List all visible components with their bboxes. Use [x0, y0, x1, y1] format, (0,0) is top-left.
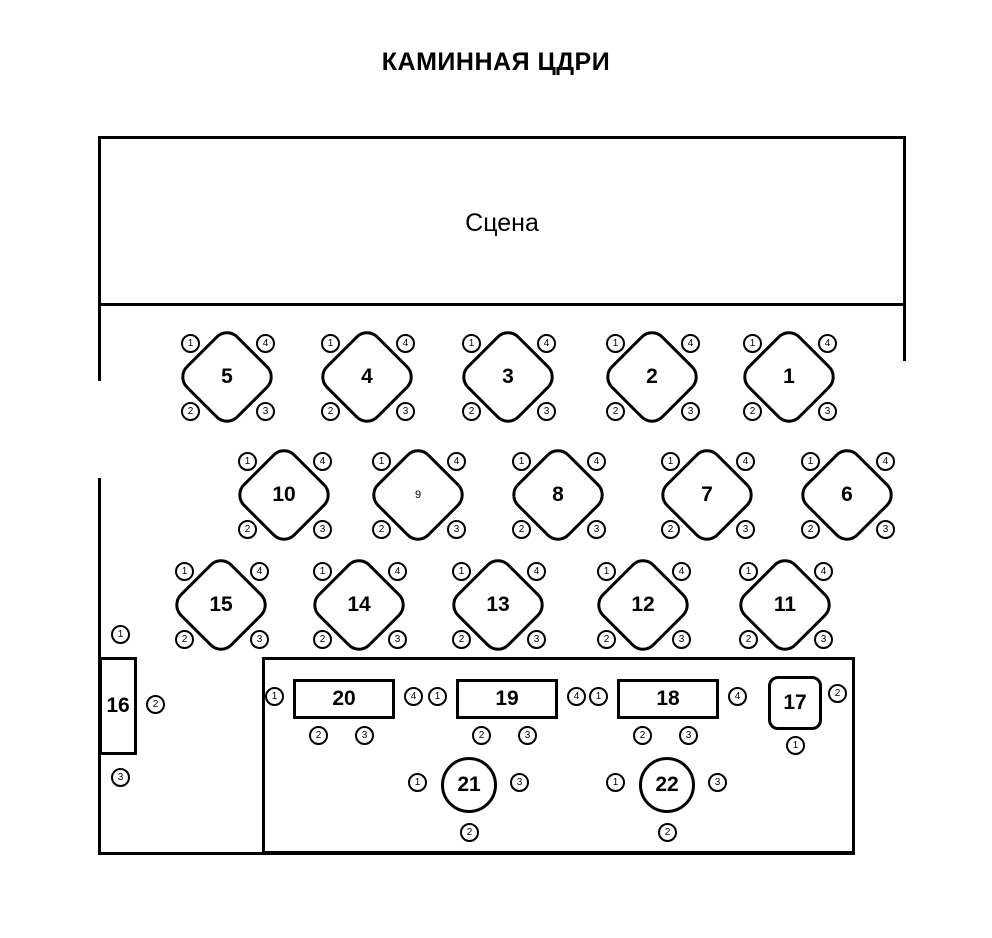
seat-6-3[interactable]: 3	[876, 520, 895, 539]
seat-12-3[interactable]: 3	[672, 630, 691, 649]
seat-2-3[interactable]: 3	[681, 402, 700, 421]
seat-20-3[interactable]: 3	[355, 726, 374, 745]
seat-2-2[interactable]: 2	[606, 402, 625, 421]
seat-8-2[interactable]: 2	[512, 520, 531, 539]
seat-20-2[interactable]: 2	[309, 726, 328, 745]
seat-20-1[interactable]: 1	[265, 687, 284, 706]
seat-6-2[interactable]: 2	[801, 520, 820, 539]
table-label-20: 20	[332, 687, 356, 710]
seat-3-3[interactable]: 3	[537, 402, 556, 421]
wall-right	[903, 306, 906, 361]
seat-22-3[interactable]: 3	[708, 773, 727, 792]
table-label-2: 2	[646, 365, 658, 388]
seat-6-1[interactable]: 1	[801, 452, 820, 471]
seat-15-2[interactable]: 2	[175, 630, 194, 649]
seat-8-4[interactable]: 4	[587, 452, 606, 471]
seat-7-1[interactable]: 1	[661, 452, 680, 471]
seat-13-3[interactable]: 3	[527, 630, 546, 649]
seat-19-4[interactable]: 4	[567, 687, 586, 706]
seat-8-3[interactable]: 3	[587, 520, 606, 539]
seat-16-1[interactable]: 1	[111, 625, 130, 644]
seat-7-4[interactable]: 4	[736, 452, 755, 471]
seat-21-1[interactable]: 1	[408, 773, 427, 792]
seat-18-1[interactable]: 1	[589, 687, 608, 706]
table-label-9: 9	[414, 489, 422, 501]
seat-12-4[interactable]: 4	[672, 562, 691, 581]
table-label-1: 1	[783, 365, 795, 388]
table-label-15: 15	[209, 593, 233, 616]
seat-8-1[interactable]: 1	[512, 452, 531, 471]
seat-16-2[interactable]: 2	[146, 695, 165, 714]
seat-11-2[interactable]: 2	[739, 630, 758, 649]
seat-10-1[interactable]: 1	[238, 452, 257, 471]
table-label-5: 5	[221, 365, 233, 388]
table-19[interactable]	[456, 679, 558, 719]
seat-4-3[interactable]: 3	[396, 402, 415, 421]
seat-15-1[interactable]: 1	[175, 562, 194, 581]
seat-11-4[interactable]: 4	[814, 562, 833, 581]
seat-22-2[interactable]: 2	[658, 823, 677, 842]
seat-18-2[interactable]: 2	[633, 726, 652, 745]
seat-6-4[interactable]: 4	[876, 452, 895, 471]
seat-1-3[interactable]: 3	[818, 402, 837, 421]
seat-5-1[interactable]: 1	[181, 334, 200, 353]
seat-4-4[interactable]: 4	[396, 334, 415, 353]
seat-7-3[interactable]: 3	[736, 520, 755, 539]
seat-11-1[interactable]: 1	[739, 562, 758, 581]
seat-13-4[interactable]: 4	[527, 562, 546, 581]
page-title: КАМИННАЯ ЦДРИ	[381, 48, 611, 76]
table-label-6: 6	[841, 483, 853, 506]
seat-17-1[interactable]: 1	[786, 736, 805, 755]
table-16[interactable]	[99, 657, 137, 755]
seat-15-4[interactable]: 4	[250, 562, 269, 581]
table-label-14: 14	[347, 593, 371, 616]
stage-label: Сцена	[465, 209, 539, 237]
seat-9-2[interactable]: 2	[372, 520, 391, 539]
seat-2-4[interactable]: 4	[681, 334, 700, 353]
stage-area	[98, 136, 906, 306]
table-label-12: 12	[631, 593, 655, 616]
seat-11-3[interactable]: 3	[814, 630, 833, 649]
seat-14-3[interactable]: 3	[388, 630, 407, 649]
seat-13-2[interactable]: 2	[452, 630, 471, 649]
seat-3-1[interactable]: 1	[462, 334, 481, 353]
seat-15-3[interactable]: 3	[250, 630, 269, 649]
seat-19-2[interactable]: 2	[472, 726, 491, 745]
table-17[interactable]	[768, 676, 822, 730]
table-label-10: 10	[272, 483, 296, 506]
seat-4-2[interactable]: 2	[321, 402, 340, 421]
seat-19-1[interactable]: 1	[428, 687, 447, 706]
seat-5-2[interactable]: 2	[181, 402, 200, 421]
table-label-13: 13	[486, 593, 510, 616]
table-21[interactable]	[441, 757, 497, 813]
seat-13-1[interactable]: 1	[452, 562, 471, 581]
seat-12-1[interactable]: 1	[597, 562, 616, 581]
seat-9-4[interactable]: 4	[447, 452, 466, 471]
seat-1-1[interactable]: 1	[743, 334, 762, 353]
seat-14-2[interactable]: 2	[313, 630, 332, 649]
seat-14-4[interactable]: 4	[388, 562, 407, 581]
table-label-21: 21	[457, 773, 481, 796]
table-22[interactable]	[639, 757, 695, 813]
table-20[interactable]	[293, 679, 395, 719]
table-label-22: 22	[655, 773, 679, 796]
seat-3-2[interactable]: 2	[462, 402, 481, 421]
table-label-8: 8	[552, 483, 564, 506]
table-label-16: 16	[106, 694, 130, 717]
seat-3-4[interactable]: 4	[537, 334, 556, 353]
table-label-11: 11	[773, 593, 797, 616]
seat-17-2[interactable]: 2	[828, 684, 847, 703]
seat-1-4[interactable]: 4	[818, 334, 837, 353]
wall-left-upper	[98, 306, 101, 381]
seat-2-1[interactable]: 1	[606, 334, 625, 353]
seat-9-3[interactable]: 3	[447, 520, 466, 539]
seat-21-2[interactable]: 2	[460, 823, 479, 842]
seat-18-3[interactable]: 3	[679, 726, 698, 745]
seat-9-1[interactable]: 1	[372, 452, 391, 471]
seat-5-3[interactable]: 3	[256, 402, 275, 421]
table-label-18: 18	[656, 687, 680, 710]
seat-18-4[interactable]: 4	[728, 687, 747, 706]
seat-7-2[interactable]: 2	[661, 520, 680, 539]
seat-10-3[interactable]: 3	[313, 520, 332, 539]
seat-1-2[interactable]: 2	[743, 402, 762, 421]
seat-20-4[interactable]: 4	[404, 687, 423, 706]
seat-19-3[interactable]: 3	[518, 726, 537, 745]
seat-12-2[interactable]: 2	[597, 630, 616, 649]
seat-16-3[interactable]: 3	[111, 768, 130, 787]
seat-22-1[interactable]: 1	[606, 773, 625, 792]
table-label-4: 4	[361, 365, 373, 388]
table-label-17: 17	[783, 691, 807, 714]
seat-10-2[interactable]: 2	[238, 520, 257, 539]
table-label-7: 7	[701, 483, 713, 506]
seat-5-4[interactable]: 4	[256, 334, 275, 353]
seat-14-1[interactable]: 1	[313, 562, 332, 581]
seat-21-3[interactable]: 3	[510, 773, 529, 792]
table-label-19: 19	[495, 687, 519, 710]
seat-4-1[interactable]: 1	[321, 334, 340, 353]
seat-10-4[interactable]: 4	[313, 452, 332, 471]
table-label-3: 3	[502, 365, 514, 388]
table-18[interactable]	[617, 679, 719, 719]
